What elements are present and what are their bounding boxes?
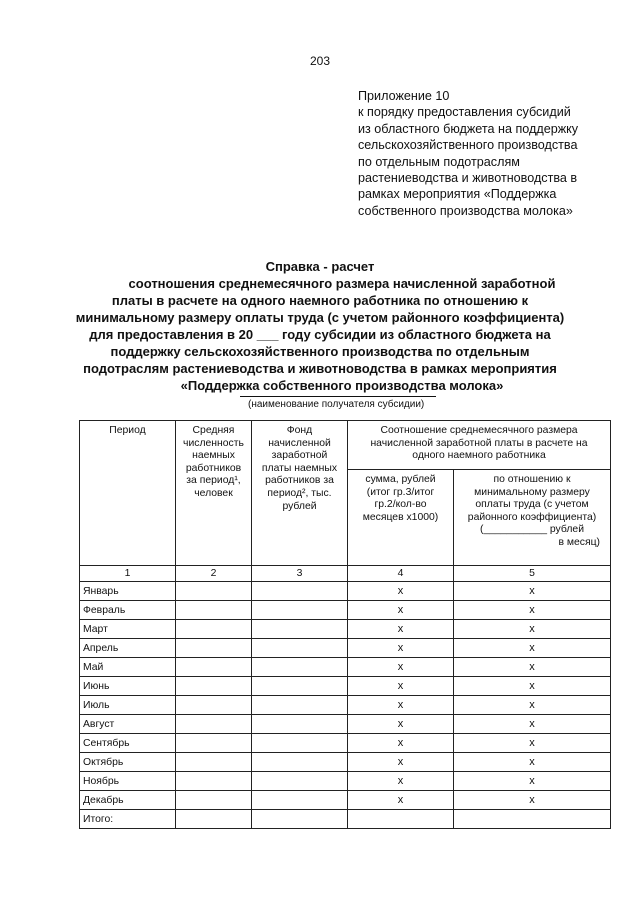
column-number: 3 [252,566,348,582]
recipient-underline [240,396,436,397]
not-applicable-mark: х [454,772,611,791]
table-row [80,677,611,696]
recipient-caption: (наименование получателя субсидии) [248,399,425,410]
table-row [80,791,611,810]
not-applicable-mark: х [348,639,454,658]
table-row [80,772,611,791]
table-cell[interactable] [454,810,611,829]
table-row [80,715,611,734]
header-line: сумма, рублей [365,474,436,485]
header-line: районного коэффициента) [467,511,597,523]
title-line: минимальному размеру оплаты труда (с учетом районного коэффициента) [75,310,565,325]
month-label: Июнь [80,677,176,696]
header-line: месяцев х1000) [362,511,439,523]
not-applicable-mark: х [348,620,454,639]
header-line: заработной [271,450,328,462]
month-label: Август [80,715,176,734]
column-number: 5 [454,566,611,582]
table-cell[interactable] [176,601,252,620]
month-label: Май [80,658,176,677]
column-number: 4 [348,566,454,582]
table-cell[interactable] [176,810,252,829]
header-line: минимальному размеру [474,486,590,498]
column-numbers-row [80,566,611,582]
table-cell[interactable] [252,639,348,658]
header-relative [454,470,611,566]
title-line: соотношения среднемесячного размера начисленной заработной [128,276,556,291]
table-row [80,582,611,601]
table-cell[interactable] [252,696,348,715]
table-cell[interactable] [176,677,252,696]
table-cell[interactable] [348,810,454,829]
not-applicable-mark: х [454,639,611,658]
title-line: платы в расчете на одного наемного работника по отношению к [111,293,529,308]
table-cell[interactable] [176,753,252,772]
header-line: одного наемного работника [412,450,546,462]
table-cell[interactable] [176,582,252,601]
table-cell[interactable] [176,658,252,677]
title-line: для предоставления в 20 ___ году субсидии из областного бюджета на [89,327,551,342]
table-cell[interactable] [176,696,252,715]
table-cell[interactable] [252,715,348,734]
month-label: Апрель [80,639,176,658]
month-label: Октябрь [80,753,176,772]
header-line: численность [183,437,244,449]
not-applicable-mark: х [454,791,611,810]
not-applicable-mark: х [454,601,611,620]
table-cell[interactable] [252,658,348,677]
table-row [80,639,611,658]
table-row [80,753,611,772]
appendix-block [358,88,628,219]
calculation-table [79,420,611,829]
not-applicable-mark: х [454,734,611,753]
appendix-line: Приложение 10 [358,89,450,103]
total-label: Итого: [80,810,176,829]
not-applicable-mark: х [348,715,454,734]
table-cell[interactable] [252,753,348,772]
header-wage-fund [252,421,348,566]
header-ratio [348,421,611,470]
not-applicable-mark: х [348,753,454,772]
header-line: человек [194,487,233,499]
not-applicable-mark: х [454,620,611,639]
not-applicable-mark: х [348,601,454,620]
table-cell[interactable] [252,601,348,620]
month-label: Сентябрь [80,734,176,753]
title-line: «Поддержка собственного производства молока» [180,378,504,393]
table-cell[interactable] [176,772,252,791]
not-applicable-mark: х [348,677,454,696]
not-applicable-mark: х [348,658,454,677]
not-applicable-mark: х [454,753,611,772]
table-cell[interactable] [252,772,348,791]
table-cell[interactable] [176,715,252,734]
table-cell[interactable] [252,734,348,753]
table-row [80,601,611,620]
table-cell[interactable] [252,791,348,810]
page-number: 203 [309,54,331,68]
header-line: гр.2/кол-во [374,499,427,511]
table-row [80,734,611,753]
document-title [0,258,640,394]
month-rows [80,582,611,810]
table-cell[interactable] [176,639,252,658]
month-label: Февраль [80,601,176,620]
appendix-line: из областного бюджета на поддержку [358,121,579,136]
not-applicable-mark: х [454,677,611,696]
month-label: Март [80,620,176,639]
header-line: за период¹, [186,475,241,487]
not-applicable-mark: х [454,696,611,715]
not-applicable-mark: х [348,696,454,715]
header-line: (___________ рублей [479,524,585,536]
header-line: наемных [192,450,235,462]
not-applicable-mark: х [348,734,454,753]
month-label: Июль [80,696,176,715]
header-line: Фонд [286,425,313,436]
table-cell[interactable] [176,734,252,753]
not-applicable-mark: х [454,582,611,601]
header-sum [348,470,454,566]
table-cell[interactable] [176,791,252,810]
appendix-line: сельскохозяйственного производства [358,138,578,153]
not-applicable-mark: х [348,772,454,791]
month-label: Январь [80,582,176,601]
month-label: Декабрь [80,791,176,810]
table-cell[interactable] [176,620,252,639]
title-line: Справка - расчет [265,259,375,274]
header-line: работников [185,462,242,474]
header-line: период², тыс. [267,487,332,499]
appendix-line: к порядку предоставления субсидий [358,105,571,120]
appendix-line: собственного производства молока» [358,203,573,218]
not-applicable-mark: х [454,715,611,734]
header-line: (итог гр.3/итог [366,486,435,498]
header-period: Период [80,421,176,566]
header-line: начисленной заработной платы в расчете на [370,437,588,449]
header-line: Средняя [192,425,235,436]
table-cell[interactable] [252,677,348,696]
column-number: 1 [80,566,176,582]
header-line: рублей [282,500,317,512]
header-line: начисленной [268,437,331,449]
column-number: 2 [176,566,252,582]
header-line: в месяц) [558,536,601,548]
appendix-line: по отдельным подотраслям [358,154,520,169]
table-row [80,620,611,639]
table-cell[interactable] [252,810,348,829]
title-line: подотраслям растениеводства и животноводства в рамках мероприятия [83,361,557,376]
header-line: оплаты труда (с учетом [475,499,589,511]
table-row [80,696,611,715]
not-applicable-mark: х [348,582,454,601]
header-avg-count [176,421,252,566]
header-line: работников за [265,475,334,487]
month-label: Ноябрь [80,772,176,791]
total-row [80,810,611,829]
not-applicable-mark: х [348,791,454,810]
table-cell[interactable] [252,582,348,601]
not-applicable-mark: х [454,658,611,677]
title-line: поддержку сельскохозяйственного производства по отдельным [110,344,530,359]
header-line: Соотношение среднемесячного размера [380,425,578,436]
appendix-line: растениеводства и животноводства в [358,171,578,186]
appendix-line: рамках мероприятия «Поддержка [358,187,557,202]
header-line: платы наемных [261,462,338,474]
table-row [80,658,611,677]
table-cell[interactable] [252,620,348,639]
header-line: по отношению к [493,474,571,485]
